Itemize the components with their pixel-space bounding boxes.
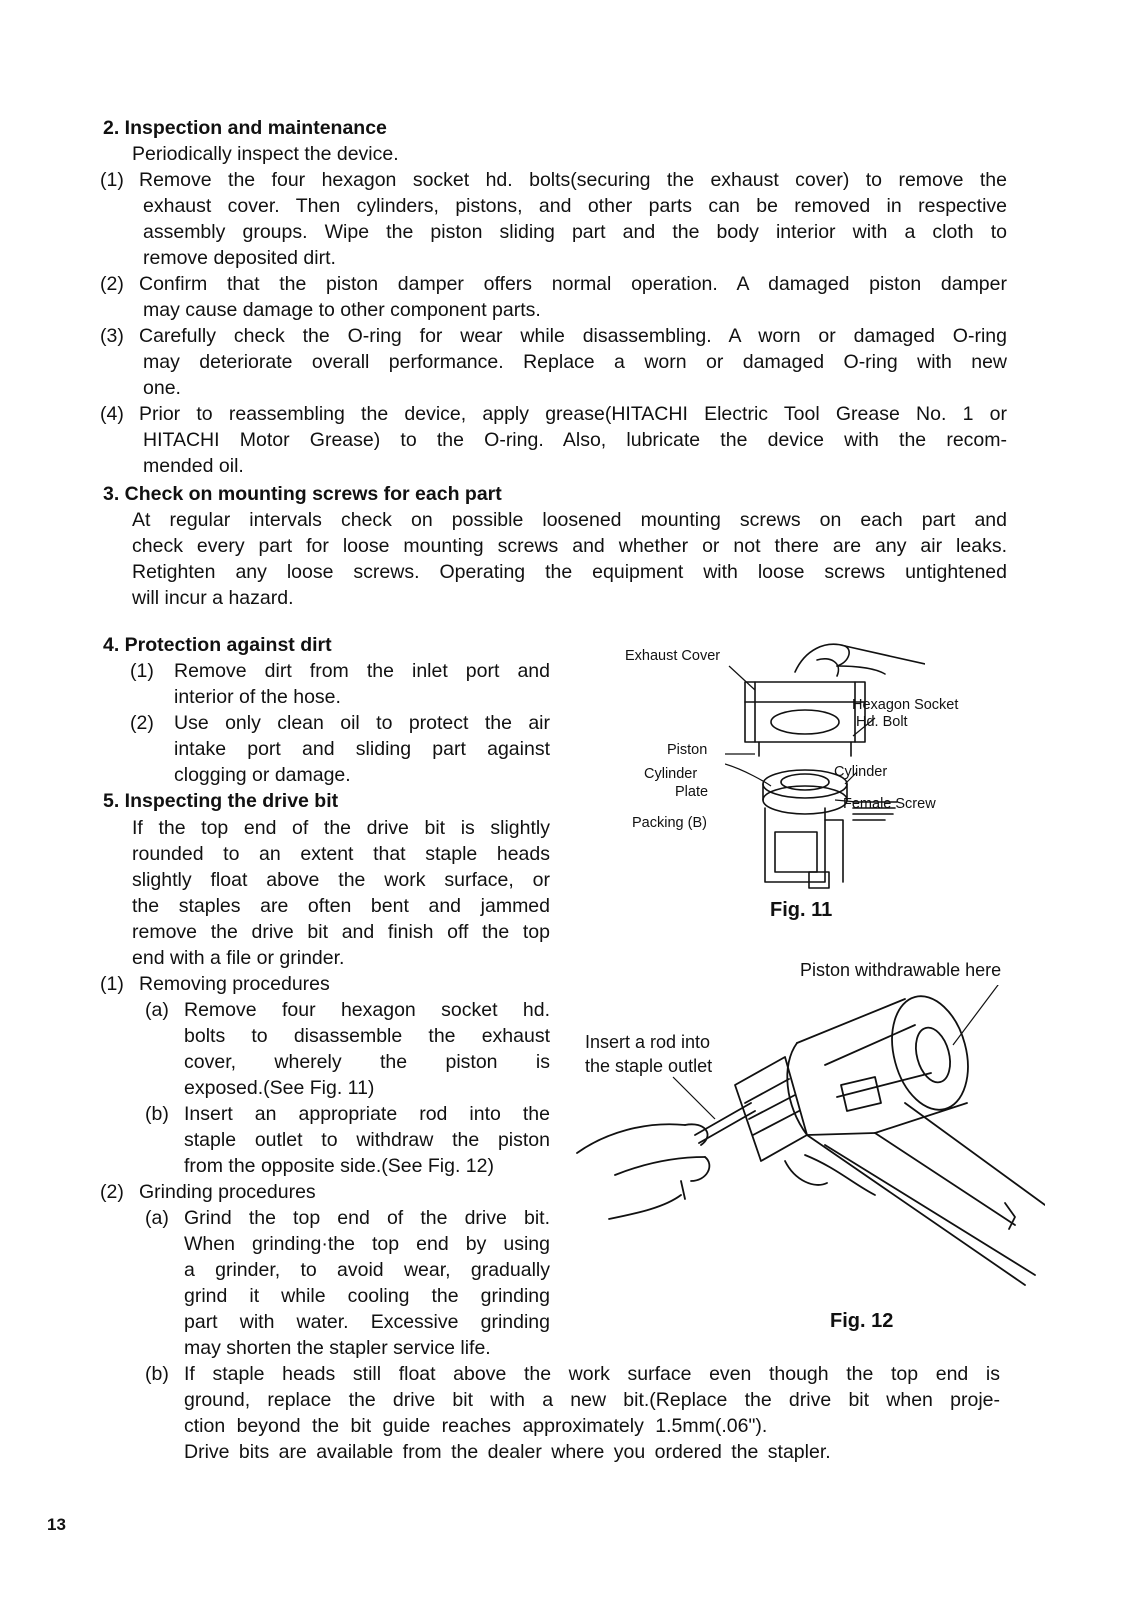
paragraph-line: HITACHI Motor Grease) to the O-ring. Also, lubricate the device with the recom- [143, 429, 1007, 451]
fig-12-label: the staple outlet [585, 1056, 713, 1076]
item-letter: (a) [145, 1207, 169, 1229]
fig-11-caption: Fig. 11 [770, 899, 833, 921]
paragraph-line: end with a file or grinder. [132, 947, 345, 969]
fig-12-label: Piston withdrawable here [800, 960, 1002, 980]
paragraph-line: exposed.(See Fig. 11) [184, 1077, 375, 1099]
paragraph-line: ction beyond the bit guide reaches approximately 1.5mm(.06"). [184, 1415, 768, 1437]
paragraph-line: may cause damage to other component parts. [143, 299, 541, 321]
section-3-heading: 3. Check on mounting screws for each part [103, 483, 502, 505]
paragraph-line: exhaust cover. Then cylinders, pistons, and other parts can be removed in respective [143, 195, 1007, 217]
paragraph-line: remove the drive bit and finish off the top [132, 921, 550, 943]
paragraph-line: Remove dirt from the inlet port and [174, 660, 550, 682]
section-2-heading: 2. Inspection and maintenance [103, 117, 387, 139]
paragraph-line: If the top end of the drive bit is slightly [132, 817, 550, 839]
fig-11-label: Exhaust Cover [625, 648, 721, 664]
paragraph-line: When grinding·the top end by using [184, 1233, 550, 1255]
paragraph-line: Grind the top end of the drive bit. [184, 1207, 550, 1229]
paragraph-line: Remove the four hexagon socket hd. bolts(securing the exhaust cover) to remove the [139, 169, 1007, 191]
subheading: Grinding procedures [139, 1181, 316, 1203]
fig-12-caption: Fig. 12 [830, 1310, 894, 1332]
paragraph-line: cover, wherely the piston is [184, 1051, 550, 1073]
paragraph-line: Carefully check the O-ring for wear while disassembling. A worn or damaged O-ring [139, 325, 1007, 347]
section-2-intro: Periodically inspect the device. [132, 143, 399, 165]
fig-11-label: Plate [675, 784, 709, 800]
paragraph-line: Retighten any loose screws. Operating the equipment with loose screws untightened [132, 561, 1007, 583]
paragraph-line: Remove four hexagon socket hd. [184, 999, 550, 1021]
fig-12-label: Insert a rod into [585, 1032, 711, 1052]
paragraph-line: from the opposite side.(See Fig. 12) [184, 1155, 494, 1177]
fig-11-label: Cylinder [644, 766, 698, 782]
paragraph-line: bolts to disassemble the exhaust [184, 1025, 550, 1047]
paragraph-line: Prior to reassembling the device, apply grease(HITACHI Electric Tool Grease No. 1 or [139, 403, 1007, 425]
paragraph-line: will incur a hazard. [132, 587, 294, 609]
item-number: (1) [130, 660, 154, 682]
paragraph-line: Confirm that the piston damper offers normal operation. A damaged piston damper [139, 273, 1007, 295]
page-number: 13 [47, 1515, 66, 1534]
paragraph-line: the staples are often bent and jammed [132, 895, 550, 917]
fig-11-label: Packing (B) [632, 815, 707, 831]
item-number: (3) [100, 325, 124, 347]
paragraph-line: interior of the hose. [174, 686, 341, 708]
paragraph-line: intake port and sliding part against [174, 738, 550, 760]
paragraph-line: remove deposited dirt. [143, 247, 336, 269]
paragraph-line: assembly groups. Wipe the piston sliding part and the body interior with a cloth to [143, 221, 1007, 243]
fig-11-label: Piston [667, 742, 708, 758]
paragraph-line: check every part for loose mounting screws and whether or not there are any air leaks. [132, 535, 1007, 557]
fig-11-label: Female Screw [843, 796, 936, 812]
fig-11-label: Hexagon Socket [852, 697, 959, 713]
item-letter: (a) [145, 999, 169, 1021]
item-letter: (b) [145, 1363, 169, 1385]
paragraph-line: one. [143, 377, 181, 399]
section-5-heading: 5. Inspecting the drive bit [103, 790, 339, 812]
subheading: Removing procedures [139, 973, 330, 995]
fig-11-label: Cylinder [834, 764, 888, 780]
item-number: (2) [100, 1181, 124, 1203]
paragraph-line: clogging or damage. [174, 764, 351, 786]
paragraph-line: slightly float above the work surface, or [132, 869, 550, 891]
item-letter: (b) [145, 1103, 169, 1125]
paragraph-line: staple outlet to withdraw the piston [184, 1129, 550, 1151]
section-4-heading: 4. Protection against dirt [103, 634, 332, 656]
paragraph-line: may deteriorate overall performance. Replace a worn or damaged O-ring with new [143, 351, 1007, 373]
paragraph-line: part with water. Excessive grinding [184, 1311, 550, 1333]
paragraph-line: Insert an appropriate rod into the [184, 1103, 550, 1125]
item-number: (4) [100, 403, 124, 425]
paragraph-line: mended oil. [143, 455, 244, 477]
paragraph-line: grind it while cooling the grinding [184, 1285, 550, 1307]
paragraph-line: a grinder, to avoid wear, gradually [184, 1259, 550, 1281]
paragraph-line: Use only clean oil to protect the air [174, 712, 550, 734]
fig-11-illustration [725, 632, 925, 892]
item-number: (2) [100, 273, 124, 295]
paragraph-line: If staple heads still float above the work surface even though the top end is [184, 1363, 1000, 1385]
item-number: (1) [100, 973, 124, 995]
fig-11-label: Hd. Bolt [856, 714, 908, 730]
paragraph-line: At regular intervals check on possible loosened mounting screws on each part and [132, 509, 1007, 531]
item-number: (2) [130, 712, 154, 734]
paragraph-line: ground, replace the drive bit with a new bit.(Replace the drive bit when proje- [184, 1389, 1000, 1411]
paragraph-line: may shorten the stapler service life. [184, 1337, 491, 1359]
paragraph-line: rounded to an extent that staple heads [132, 843, 550, 865]
paragraph-line: Drive bits are available from the dealer where you ordered the stapler. [184, 1441, 831, 1463]
item-number: (1) [100, 169, 124, 191]
